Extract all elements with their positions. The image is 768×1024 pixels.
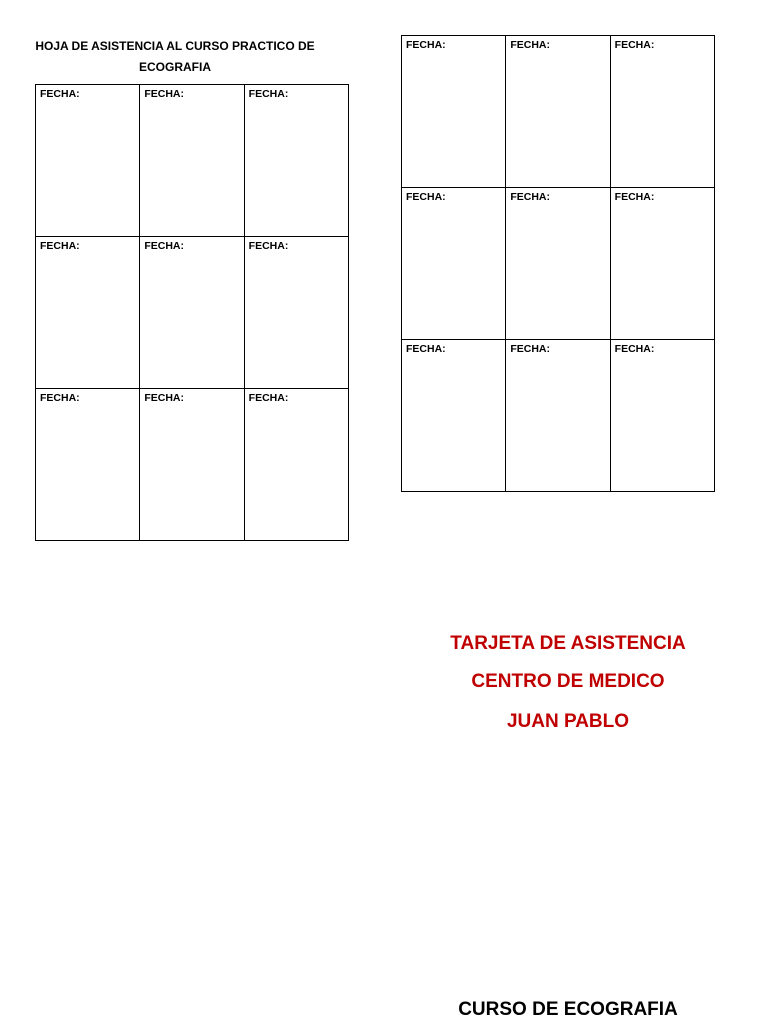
course-label: CURSO DE ECOGRAFIA: [458, 999, 678, 1020]
date-cell: FECHA:: [402, 36, 506, 188]
date-cell: FECHA:: [36, 237, 140, 389]
date-cell: FECHA:: [36, 85, 140, 237]
date-cell: FECHA:: [140, 237, 244, 389]
date-cell: FECHA:: [506, 36, 610, 188]
grid-row: [36, 237, 349, 389]
date-cell: FECHA:: [506, 340, 610, 492]
grid-row: [402, 36, 715, 188]
card-title-line-2: CENTRO DE MEDICO: [471, 671, 665, 692]
date-cell: FECHA:: [610, 340, 714, 492]
card-title-line-1: TARJETA DE ASISTENCIA: [450, 633, 686, 654]
grid-row: [402, 188, 715, 340]
date-cell: FECHA:: [36, 389, 140, 541]
attendance-sheet-title: HOJA DE ASISTENCIA AL CURSO PRACTICO DE ECOGRAFIA: [35, 39, 315, 74]
date-cell: FECHA:: [402, 340, 506, 492]
date-cell: FECHA:: [610, 36, 714, 188]
grid-row: [402, 340, 715, 492]
date-cell: FECHA:: [402, 188, 506, 340]
attendance-grid-right: [401, 35, 715, 492]
date-cell: FECHA:: [244, 237, 348, 389]
card-title-line-3: JUAN PABLO: [506, 711, 630, 732]
grid-row: [36, 85, 349, 237]
attendance-grid-left: [35, 84, 349, 541]
date-cell: FECHA:: [140, 85, 244, 237]
date-cell: FECHA:: [140, 389, 244, 541]
date-cell: FECHA:: [506, 188, 610, 340]
date-cell: FECHA:: [244, 85, 348, 237]
grid-row: [36, 389, 349, 541]
date-cell: FECHA:: [244, 389, 348, 541]
date-cell: FECHA:: [610, 188, 714, 340]
